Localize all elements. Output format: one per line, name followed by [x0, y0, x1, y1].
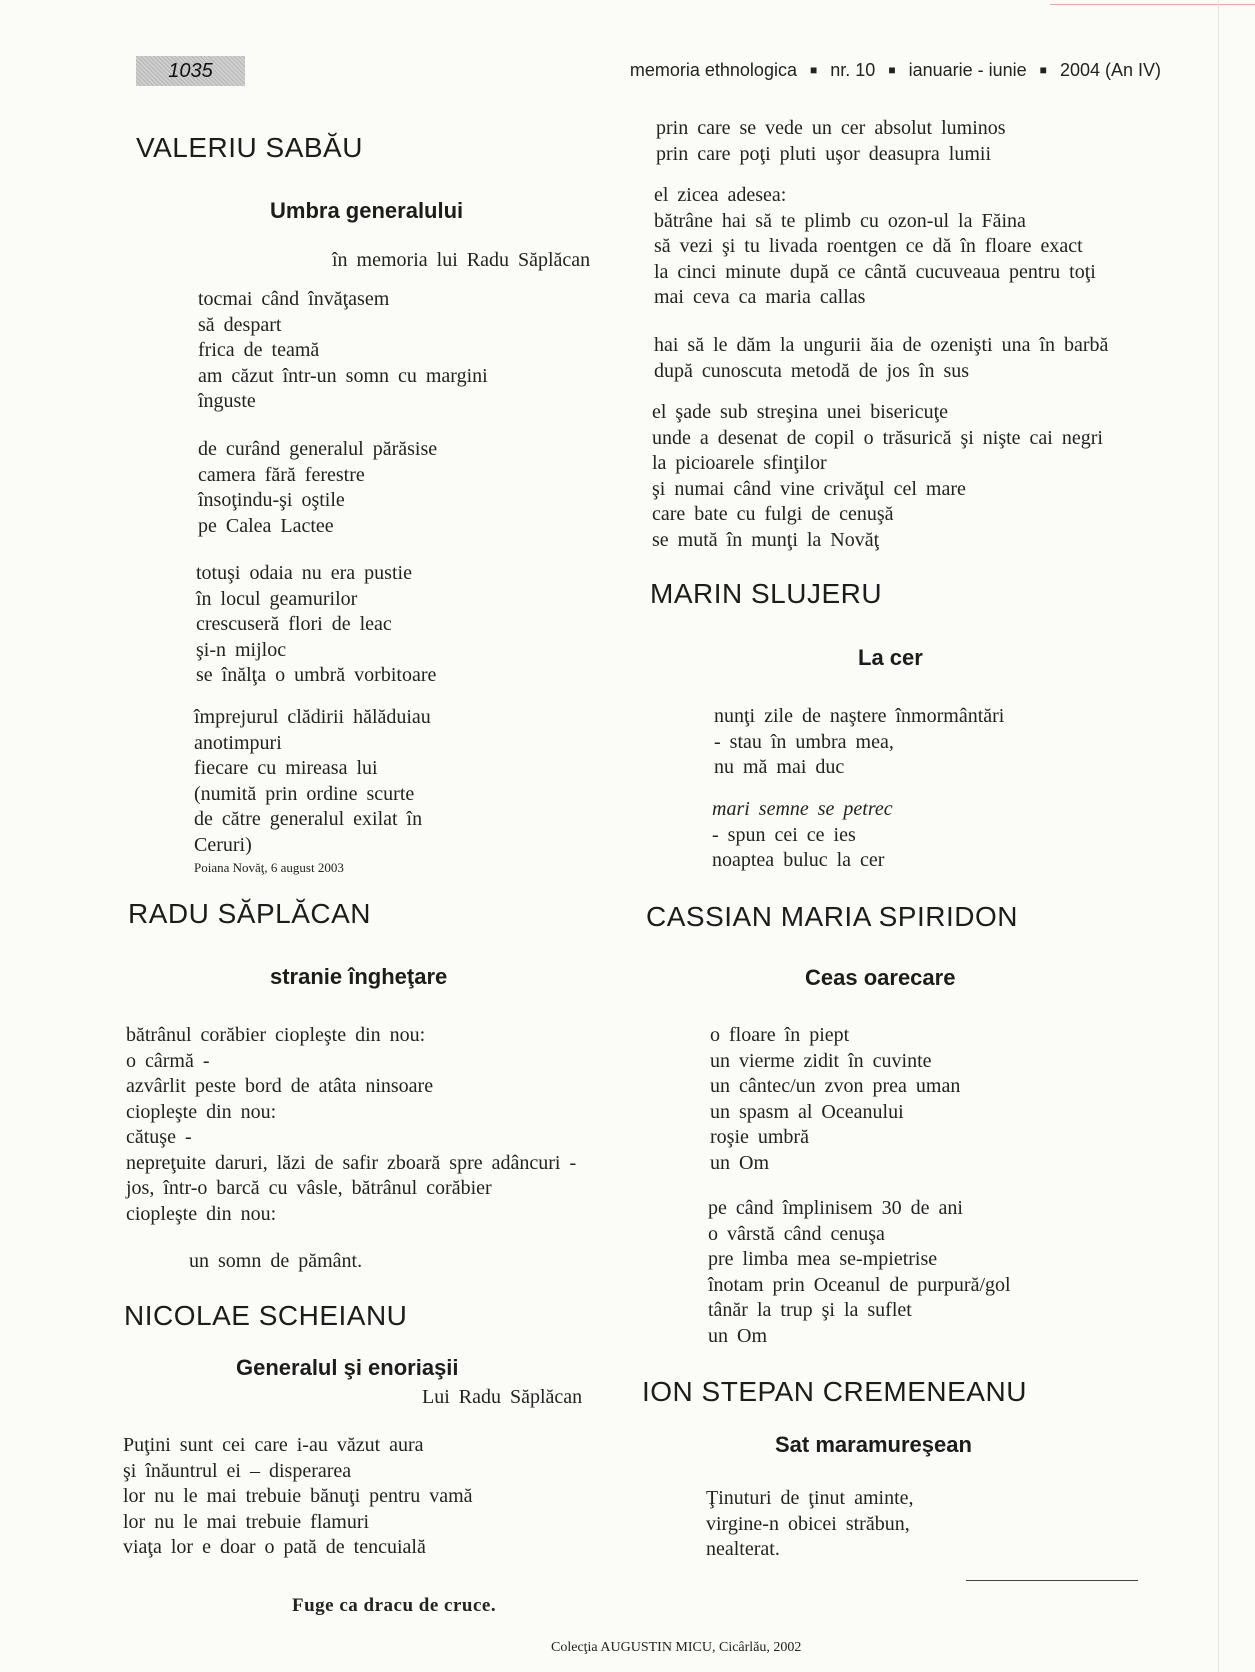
verse-line: jos, într-o barcă cu vâsle, bătrânul corăbier	[126, 1177, 492, 1199]
verse-line: fiecare cu mireasa lui	[194, 757, 378, 779]
verse-line: bătrâne hai să te plimb cu ozon-ul la Făina	[654, 209, 1026, 232]
author-ion-stepan-cremeneanu: ION STEPAN CREMENEANU	[642, 1376, 1027, 1407]
verse-line: să despart	[198, 313, 282, 336]
poem-title-generalul-si-enoriasii: Generalul şi enoriaşii	[236, 1355, 459, 1380]
stanza-6	[654, 183, 1096, 311]
verse-line: - stau în umbra mea,	[714, 730, 894, 753]
verse-line: un spasm al Oceanului	[710, 1100, 904, 1123]
verse-line: un Om	[710, 1151, 769, 1174]
verse-line: bătrânul corăbier ciopleşte din nou:	[126, 1024, 426, 1046]
verse-line: după cunoscuta metodă de jos în sus	[654, 359, 970, 382]
verse-line: virgine-n obicei străbun,	[706, 1512, 910, 1535]
verse-line: ciopleşte din nou:	[126, 1202, 277, 1225]
verse-line: de către generalul exilat în	[194, 808, 423, 830]
verse-line: se înălţa o umbră vorbitoare	[196, 664, 437, 686]
verse-line: de curând generalul părăsise	[198, 438, 438, 460]
verse-line: mai ceva ca maria callas	[654, 286, 866, 308]
author-nicolae-scheianu: NICOLAE SCHEIANU	[124, 1300, 408, 1331]
verse-line: cătuşe -	[126, 1126, 192, 1148]
stanza-5	[656, 116, 1006, 167]
verse-line: înotam prin Oceanul de purpură/gol	[708, 1273, 1011, 1296]
issue-period: ianuarie - iunie	[908, 60, 1027, 80]
separator-square: ■	[1039, 63, 1047, 77]
top-edge-mark	[1050, 4, 1255, 5]
stanza-3	[196, 561, 436, 689]
end-rule	[966, 1580, 1138, 1581]
verse-line: înguste	[198, 390, 256, 412]
verse-line: tocmai când învăţasem	[198, 288, 390, 310]
verse-line: Ţinuturi de ţinut aminte,	[706, 1487, 914, 1509]
journal-name: memoria ethnologica	[629, 60, 797, 80]
verse-line: se mută în munţi la Novăţ	[652, 528, 880, 551]
separator-square: ■	[809, 63, 818, 77]
verse-line: şi-n mijloc	[196, 638, 287, 661]
poem-title-ceas-oarecare: Ceas oarecare	[805, 965, 956, 990]
stanza-8	[652, 400, 1103, 553]
poem-dedication: în memoria lui Radu Săplăcan	[332, 249, 591, 271]
verse-line: camera fără ferestre	[198, 463, 365, 486]
verse-line: crescuseră flori de leac	[196, 613, 392, 635]
stanza	[708, 1196, 1011, 1349]
verse-line: în locul geamurilor	[196, 587, 358, 610]
verse-line: nunţi zile de naştere înmormântări	[714, 705, 1005, 727]
stanza	[714, 704, 1004, 781]
stanza-2	[198, 437, 437, 539]
separator-square: ■	[888, 63, 896, 77]
poem-title-stranie-inghetare: stranie îngheţare	[270, 964, 448, 989]
verse-line: el zicea adesea:	[654, 184, 787, 206]
verse-line: Ceruri)	[194, 833, 252, 856]
verse-line: pe când împlinisem 30 de ani	[708, 1197, 963, 1219]
stanza	[123, 1433, 473, 1561]
verse-line: Puţini sunt cei care i-au văzut aura	[123, 1434, 424, 1456]
verse-line-italic: mari semne se petrec	[712, 798, 893, 820]
poem-dateline: Poiana Novăţ, 6 august 2003	[194, 860, 344, 875]
author-radu-saplacan: RADU SĂPLĂCAN	[128, 898, 372, 929]
verse-last-line: un somn de pământ.	[189, 1250, 363, 1272]
poem-dedication: Lui Radu Săplăcan	[422, 1386, 583, 1408]
verse-line: la cinci minute după ce cântă cucuveaua pentru toţi	[654, 260, 1096, 283]
verse-line: o floare în piept	[710, 1024, 850, 1046]
scan-line	[1218, 0, 1219, 1672]
verse-line: un Om	[708, 1324, 767, 1347]
verse-line: nu mă mai duc	[714, 756, 845, 778]
verse-line: am căzut într-un somn cu margini	[198, 364, 488, 387]
verse-line: pe Calea Lactee	[198, 514, 334, 537]
verse-line: însoţindu-şi oştile	[198, 489, 345, 511]
verse-line: o cârmă -	[126, 1049, 210, 1072]
stanza	[706, 1486, 914, 1563]
stanza-7	[654, 333, 1108, 384]
verse-line: (numită prin ordine scurte	[194, 782, 415, 805]
verse-line: nealterat.	[706, 1538, 780, 1560]
verse-line: un vierme zidit în cuvinte	[710, 1049, 932, 1072]
verse-line: ciopleşte din nou:	[126, 1100, 277, 1123]
verse-line: frica de teamă	[198, 339, 320, 361]
verse-line: prin care poţi pluti uşor deasupra lumii	[656, 142, 992, 165]
stanza	[126, 1023, 576, 1227]
author-valeriu-sabau: VALERIU SABĂU	[136, 132, 363, 163]
verse-line: totuşi odaia nu era pustie	[196, 562, 412, 584]
author-cassian-maria-spiridon: CASSIAN MARIA SPIRIDON	[646, 901, 1018, 932]
verse-line: o vârstă când cenuşa	[708, 1222, 885, 1245]
footer-credit: Colecţia AUGUSTIN MICU, Cicârlău, 2002	[551, 1640, 802, 1655]
running-header	[630, 60, 1161, 81]
verse-line: la picioarele sfinţilor	[652, 452, 827, 474]
verse-line: hai să le dăm la ungurii ăia de ozenişti una în barbă	[654, 334, 1109, 356]
verse-line: şi numai când vine crivăţul cel mare	[652, 477, 966, 500]
verse-line: să vezi şi tu livada roentgen ce dă în floare exact	[654, 235, 1083, 257]
verse-line: un cântec/un zvon prea uman	[710, 1075, 961, 1097]
issue-year: 2004 (An IV)	[1059, 60, 1161, 80]
stanza-4	[194, 705, 431, 858]
issue-number: nr. 10	[830, 60, 876, 80]
verse-line: el şade sub streşina unei bisericuţe	[652, 401, 949, 423]
verse-line: viaţa lor e doar o pată de tencuială	[123, 1536, 426, 1558]
verse-line: roşie umbră	[710, 1126, 809, 1148]
verse-line: prin care se vede un cer absolut luminos	[656, 117, 1006, 139]
verse-line: tânăr la trup şi la suflet	[708, 1299, 912, 1321]
verse-line: împrejurul clădirii hălăduiau	[194, 706, 431, 728]
poem-title-la-cer: La cer	[858, 645, 923, 670]
verse-line: pre limba mea se-mpietrise	[708, 1248, 938, 1270]
verse-line: nepreţuite daruri, lăzi de safir zboară spre adâncuri -	[126, 1151, 577, 1174]
poem-title-sat-maramuresean: Sat maramureşean	[775, 1432, 972, 1457]
page-number: 1035	[136, 56, 245, 86]
verse-line: anotimpuri	[194, 731, 282, 754]
poem-title-umbra-generalului: Umbra generalului	[270, 198, 464, 223]
verse-line: lor nu le mai trebuie flamuri	[123, 1510, 370, 1533]
verse-line: azvârlit peste bord de atâta ninsoare	[126, 1075, 434, 1097]
verse-line: şi înăuntrul ei – disperarea	[123, 1459, 352, 1482]
stanza	[710, 1023, 960, 1176]
stanza	[712, 797, 893, 874]
verse-line: lor nu le mai trebuie bănuţi pentru vamă	[123, 1485, 473, 1507]
verse-line: - spun cei ce ies	[712, 823, 856, 846]
stanza-1	[198, 287, 488, 415]
verse-line: unde a desenat de copil o trăsurică şi nişte cai negri	[652, 426, 1103, 449]
closing-line: Fuge ca dracu de cruce.	[292, 1595, 497, 1616]
author-marin-slujeru: MARIN SLUJERU	[650, 578, 883, 609]
verse-line: noaptea buluc la cer	[712, 849, 885, 871]
verse-line: care bate cu fulgi de cenuşă	[652, 503, 894, 525]
